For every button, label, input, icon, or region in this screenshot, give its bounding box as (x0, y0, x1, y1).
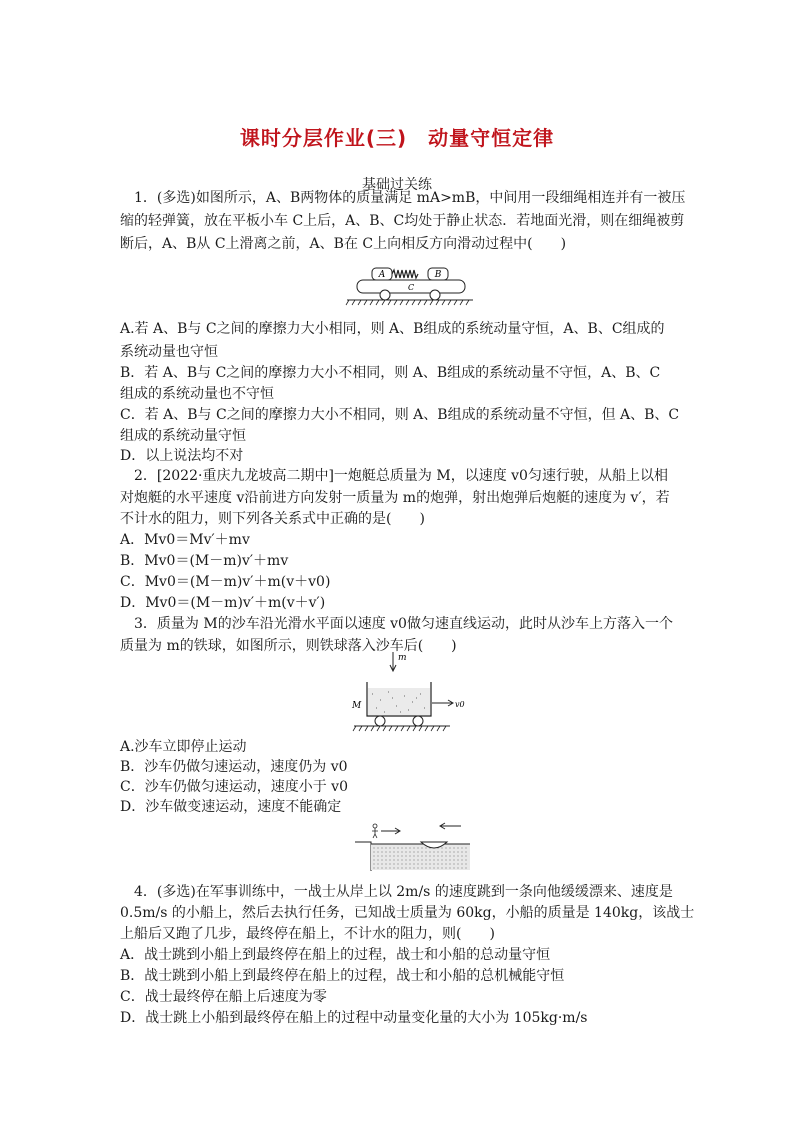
q1-option-a-line-1: A.若 A、B与 C之间的摩擦力大小相同，则 A、B组成的系统动量守恒，A、B、C组成的 (120, 321, 665, 337)
q1-option-c-line-2: 组成的系统动量守恒 (120, 428, 246, 444)
q4-option-d: D．战士跳上小船到最终停在船上的过程中动量变化量的大小为 105kg·m/s (120, 1010, 588, 1026)
q3-figure-sand-cart (350, 650, 480, 735)
section-heading: 基础过关练 (362, 177, 432, 193)
q1-fig-label-b: B (434, 270, 442, 280)
q1-stem-line-1: 1．(多选)如图所示，A、B两物体的质量满足 mA>mB，中间用一段细绳相连并有一被压 (120, 190, 686, 206)
q4-stem-line-1: 4．(多选)在军事训练中，一战士从岸上以 2m/s 的速度跳到一条向他缓缓漂来、速度是 (120, 884, 673, 900)
q4-option-c: C．战士最终停在船上后速度为零 (120, 989, 327, 1005)
q4-figure-soldier-boat (355, 822, 470, 872)
q3-fig-label-big-m: M (352, 701, 362, 711)
q1-stem-line-3: 断后，A、B从 C上滑离之前，A、B在 C上向相反方向滑动过程中( ) (120, 236, 567, 252)
q2-stem-line-2: 对炮艇的水平速度 v沿前进方向发射一质量为 m的炮弹，射出炮弹后炮艇的速度为 v′，若 (120, 490, 670, 506)
q4-option-b: B．战士跳到小船上到最终停在船上的过程，战士和小船的总机械能守恒 (120, 968, 565, 984)
q2-option-d: D．Mv0＝(M－m)v′＋m(v＋v′) (120, 595, 326, 611)
q1-option-d: D．以上说法均不对 (120, 448, 244, 464)
q3-fig-label-v0: v0 (455, 700, 465, 709)
q1-option-b-line-1: B．若 A、B与 C之间的摩擦力大小不相同，则 A、B组成的系统动量不守恒，A、B、C (120, 365, 661, 381)
q3-stem-line-1: 3．质量为 M的沙车沿光滑水平面以速度 v0做匀速直线运动，此时从沙车上方落入一个 (120, 616, 673, 632)
q4-stem-line-2: 0.5m/s 的小船上，然后去执行任务，已知战士质量为 60kg，小船的质量是 140kg，该战士 (120, 905, 695, 921)
q2-option-b: B．Mv0＝(M－m)v′＋mv (120, 553, 289, 569)
q2-stem-line-3: 不计水的阻力，则下列各关系式中正确的是( ) (120, 511, 425, 527)
q2-option-a: A．Mv0＝Mv′＋mv (120, 532, 250, 548)
q1-option-b-line-2: 组成的系统动量也不守恒 (120, 386, 274, 402)
q3-option-d: D．沙车做变速运动，速度不能确定 (120, 799, 342, 815)
q1-stem-line-2: 缩的轻弹簧，放在平板小车 C上后，A、B、C均处于静止状态．若地面光滑，则在细绳被剪 (120, 213, 685, 229)
q1-fig-label-a: A (378, 270, 386, 280)
page-title: 课时分层作业(三) 动量守恒定律 (239, 126, 555, 150)
q1-option-a-line-2: 系统动量也守恒 (120, 344, 218, 360)
q4-option-a: A．战士跳到小船上到最终停在船上的过程，战士和小船的总动量守恒 (120, 947, 551, 963)
q1-option-c-line-1: C．若 A、B与 C之间的摩擦力大小不相同，则 A、B组成的系统动量不守恒，但 A、B、C (120, 407, 680, 423)
q2-option-c: C．Mv0＝(M－m)v′＋m(v＋v0) (120, 574, 331, 590)
q3-fig-label-m: m (398, 653, 407, 663)
q3-option-c: C．沙车仍做匀速运动，速度小于 v0 (120, 779, 348, 795)
q4-stem-line-3: 上船后又跑了几步，最终停在船上，不计水的阻力，则( ) (120, 926, 495, 942)
q3-option-a: A.沙车立即停止运动 (120, 739, 247, 755)
q2-stem-line-1: 2．[2022·重庆九龙坡高二期中]一炮艇总质量为 M，以速度 v0匀速行驶，从船上以相 (120, 468, 668, 484)
q3-option-b: B．沙车仍做匀速运动，速度仍为 v0 (120, 759, 348, 775)
q1-fig-label-c: C (407, 283, 415, 292)
q3-stem-line-2: 质量为 m的铁球，如图所示，则铁球落入沙车后( ) (120, 638, 457, 654)
q1-figure-cart-with-spring (345, 263, 475, 308)
